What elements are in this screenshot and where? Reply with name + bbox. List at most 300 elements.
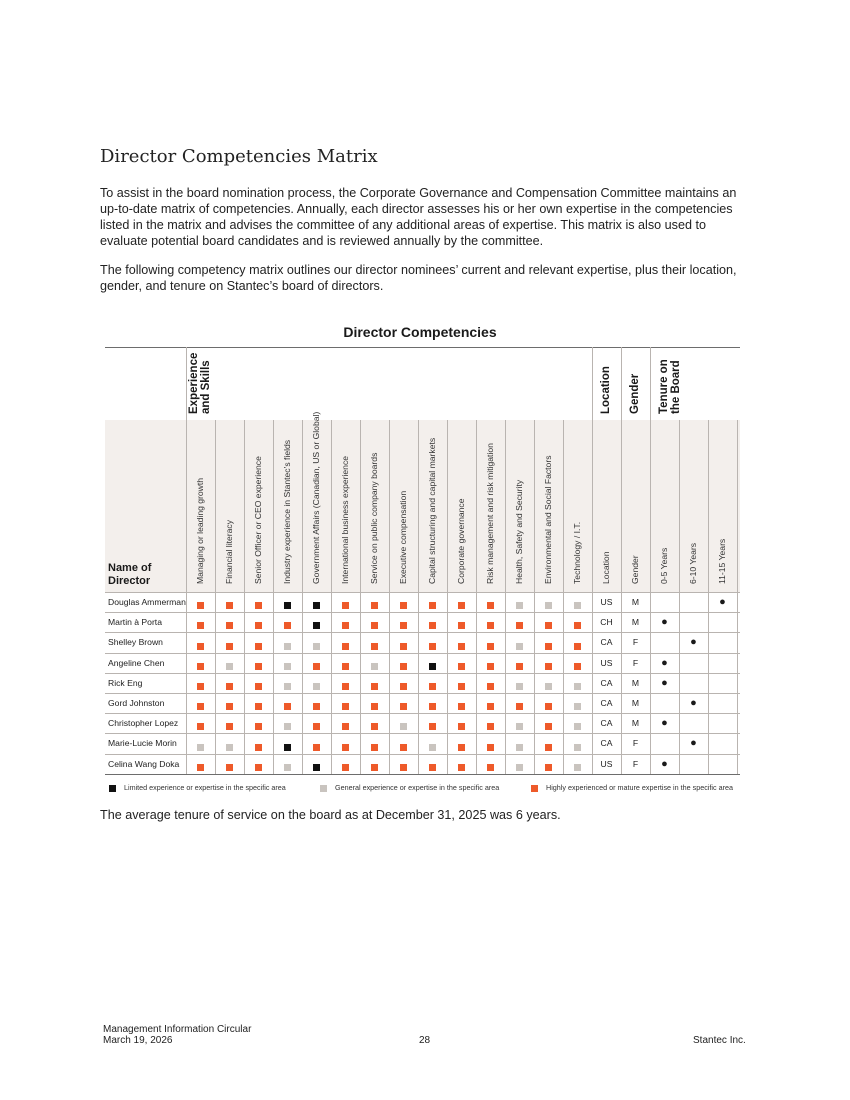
tenure-column-header: 6-10 Years (688, 542, 698, 584)
competency-level-marker (342, 703, 349, 710)
competency-level-marker (371, 602, 378, 609)
competency-level-cell (447, 617, 476, 635)
competency-header: Service on public company boards (369, 452, 379, 584)
tenure-marker: ● (661, 717, 668, 730)
matrix-top-rule (105, 347, 740, 348)
competency-level-marker (458, 663, 465, 670)
competency-level-cell (244, 718, 273, 736)
legend-item (109, 783, 286, 792)
competency-level-cell (389, 759, 418, 777)
competency-level-marker (197, 643, 204, 650)
competency-header: Technology / I.T. (572, 521, 582, 584)
competency-level-marker (487, 744, 494, 751)
competency-level-cell (447, 597, 476, 615)
competency-level-marker (226, 622, 233, 629)
competency-level-cell (186, 738, 215, 756)
competency-level-marker (545, 683, 552, 690)
competency-level-cell (447, 678, 476, 696)
legend-swatch (320, 785, 327, 792)
competency-level-cell (418, 678, 447, 696)
competency-level-marker (429, 764, 436, 771)
competency-level-marker (545, 622, 552, 629)
footer-left (103, 1024, 251, 1046)
competency-level-cell (505, 759, 534, 777)
competency-level-cell (534, 698, 563, 716)
tenure-marker: ● (661, 616, 668, 629)
competency-level-cell (302, 738, 331, 756)
competency-level-cell (447, 718, 476, 736)
tenure-marker: ● (661, 757, 668, 770)
competency-level-cell (389, 658, 418, 676)
director-name: Douglas Ammerman (108, 597, 186, 607)
competency-level-marker (226, 602, 233, 609)
competency-level-cell (418, 617, 447, 635)
legend-swatch (109, 785, 116, 792)
competency-level-cell (447, 658, 476, 676)
competency-level-marker (516, 723, 523, 730)
competency-level-cell (244, 759, 273, 777)
competency-level-marker (400, 683, 407, 690)
competency-level-marker (313, 622, 320, 629)
competency-level-marker (516, 643, 523, 650)
director-gender: F (632, 637, 639, 648)
competency-level-marker (197, 703, 204, 710)
experience-group-header (188, 353, 212, 414)
competency-level-cell (331, 718, 360, 736)
competency-level-cell (331, 617, 360, 635)
tenure-marker: ● (661, 656, 668, 669)
competency-level-marker (574, 764, 581, 771)
competency-level-marker (284, 663, 291, 670)
tenure-marker: ● (690, 636, 697, 649)
director-gender: M (631, 718, 640, 729)
director-name: Christopher Lopez (108, 718, 179, 729)
competency-level-cell (389, 718, 418, 736)
competency-level-marker (400, 643, 407, 650)
competency-level-marker (487, 764, 494, 771)
director-location: CA (600, 738, 613, 749)
competency-level-cell (331, 698, 360, 716)
competency-level-cell (505, 637, 534, 655)
legend-swatch (531, 785, 538, 792)
competency-level-marker (429, 723, 436, 730)
gender-column-header: Gender (630, 555, 640, 584)
competency-header: Capital structuring and capital markets (427, 437, 437, 584)
competency-level-marker (429, 622, 436, 629)
competency-header: Environmental and Social Factors (543, 455, 553, 584)
competency-level-marker (313, 602, 320, 609)
competency-level-marker (574, 663, 581, 670)
competency-level-cell (186, 698, 215, 716)
competency-level-cell (360, 698, 389, 716)
competency-level-marker (226, 723, 233, 730)
competency-level-marker (255, 602, 262, 609)
competency-level-cell (302, 698, 331, 716)
gender-group-label: Gender (629, 373, 641, 414)
competency-level-cell (476, 658, 505, 676)
competency-level-cell (360, 658, 389, 676)
competency-level-cell (244, 678, 273, 696)
competency-level-cell (447, 759, 476, 777)
competency-level-cell (331, 678, 360, 696)
director-location: CA (600, 718, 613, 729)
competency-level-marker (429, 744, 436, 751)
competency-level-marker (487, 663, 494, 670)
competency-level-cell (215, 718, 244, 736)
competency-level-cell (563, 678, 592, 696)
competency-level-marker (255, 744, 262, 751)
competency-level-marker (400, 622, 407, 629)
competency-level-cell (215, 738, 244, 756)
competency-level-cell (505, 738, 534, 756)
competency-level-cell (418, 637, 447, 655)
competency-level-cell (186, 637, 215, 655)
competency-level-cell (215, 658, 244, 676)
competency-level-marker (545, 744, 552, 751)
competency-level-marker (197, 764, 204, 771)
competency-level-cell (447, 738, 476, 756)
competency-header: Corporate governance (456, 498, 466, 584)
competency-level-cell (447, 637, 476, 655)
competency-level-marker (429, 683, 436, 690)
competency-level-marker (226, 764, 233, 771)
competency-level-cell (215, 597, 244, 615)
competency-level-marker (342, 663, 349, 670)
competency-level-cell (186, 759, 215, 777)
competency-level-marker (429, 703, 436, 710)
competency-level-marker (197, 622, 204, 629)
competency-level-cell (389, 637, 418, 655)
competency-level-cell (534, 597, 563, 615)
competency-level-cell (331, 637, 360, 655)
competency-level-cell (273, 698, 302, 716)
competency-level-marker (342, 602, 349, 609)
director-location: CA (600, 637, 613, 648)
competency-level-cell (563, 658, 592, 676)
competency-level-marker (516, 663, 523, 670)
competency-level-marker (487, 602, 494, 609)
competency-level-cell (505, 678, 534, 696)
column-divider (592, 347, 593, 774)
competency-level-cell (534, 617, 563, 635)
page-title: Director Competencies Matrix (100, 146, 378, 167)
competency-level-marker (313, 723, 320, 730)
competency-header: Managing or leading growth (195, 477, 205, 584)
tenure-group-line-2: the Board (670, 360, 682, 414)
director-gender: F (632, 738, 639, 749)
competency-level-marker (255, 683, 262, 690)
director-name: Marie-Lucie Morin (108, 738, 177, 749)
competency-level-cell (505, 698, 534, 716)
column-divider (650, 347, 651, 774)
competency-level-marker (400, 602, 407, 609)
competency-level-cell (447, 698, 476, 716)
competency-level-marker (371, 764, 378, 771)
matrix-description-paragraph: The following competency matrix outlines our director nominees’ current and relevant expertise, plus their location, gender, and tenure on Stantec’s board of directors. (100, 263, 737, 293)
competency-level-marker (255, 663, 262, 670)
experience-group-line-2: and Skills (200, 360, 212, 414)
competency-level-cell (331, 738, 360, 756)
competency-level-marker (284, 764, 291, 771)
competency-level-marker (487, 723, 494, 730)
competency-level-marker (516, 744, 523, 751)
competency-header: Executive compensation (398, 490, 408, 584)
tenure-marker: ● (690, 737, 697, 750)
competency-level-marker (458, 622, 465, 629)
competency-level-marker (400, 663, 407, 670)
competency-level-cell (302, 617, 331, 635)
competency-level-marker (545, 723, 552, 730)
competency-level-marker (371, 723, 378, 730)
column-divider (621, 347, 622, 774)
competency-level-marker (458, 723, 465, 730)
column-divider (679, 420, 680, 774)
competency-level-marker (487, 683, 494, 690)
competency-level-cell (505, 718, 534, 736)
legend-label: General experience or expertise in the specific area (335, 783, 500, 792)
footer-date: March 19, 2026 (103, 1035, 173, 1046)
competency-level-marker (429, 643, 436, 650)
name-header-line-2: Director (108, 575, 151, 587)
competency-level-marker (255, 723, 262, 730)
competency-level-marker (400, 723, 407, 730)
competency-level-cell (505, 597, 534, 615)
competency-level-marker (458, 744, 465, 751)
competency-level-marker (545, 764, 552, 771)
average-tenure-note: The average tenure of service on the board as at December 31, 2025 was 6 years. (100, 808, 561, 822)
competency-level-cell (563, 759, 592, 777)
location-group-header (600, 366, 612, 414)
competency-level-cell (302, 597, 331, 615)
competency-level-marker (284, 744, 291, 751)
competency-level-cell (418, 597, 447, 615)
competency-level-cell (360, 718, 389, 736)
competency-level-marker (458, 683, 465, 690)
competency-level-cell (360, 617, 389, 635)
competency-level-cell (534, 738, 563, 756)
row-divider (105, 592, 740, 593)
director-location: US (600, 758, 613, 769)
competency-level-cell (186, 617, 215, 635)
competency-level-marker (400, 744, 407, 751)
competency-level-marker (574, 703, 581, 710)
competency-level-marker (255, 622, 262, 629)
director-gender: M (631, 617, 640, 628)
competency-level-cell (389, 678, 418, 696)
competency-level-marker (545, 703, 552, 710)
director-gender: M (631, 597, 640, 607)
experience-group-line-1: Experience (188, 352, 200, 414)
competency-level-marker (371, 744, 378, 751)
competency-level-marker (487, 643, 494, 650)
competency-level-marker (545, 663, 552, 670)
competency-level-cell (244, 658, 273, 676)
location-column-header: Location (601, 551, 611, 584)
competency-level-cell (563, 597, 592, 615)
competency-level-cell (534, 637, 563, 655)
tenure-marker: ● (690, 697, 697, 709)
competency-level-marker (516, 622, 523, 629)
legend-label: Highly experienced or mature expertise in the specific area (546, 783, 733, 792)
competency-level-marker (371, 703, 378, 710)
competency-level-marker (197, 602, 204, 609)
competency-level-cell (476, 759, 505, 777)
competency-level-marker (574, 723, 581, 730)
competency-level-marker (545, 602, 552, 609)
competency-level-marker (574, 602, 581, 609)
competency-level-marker (313, 663, 320, 670)
competency-header: Health, Safety and Security (514, 479, 524, 584)
competency-level-cell (360, 738, 389, 756)
competency-level-cell (244, 597, 273, 615)
director-name: Gord Johnston (108, 698, 165, 708)
competency-level-marker (574, 683, 581, 690)
director-gender: M (631, 677, 640, 688)
competency-header: International business experience (340, 455, 350, 584)
competency-level-marker (342, 744, 349, 751)
competency-level-cell (244, 698, 273, 716)
competency-level-cell (563, 718, 592, 736)
competency-level-marker (255, 764, 262, 771)
competency-level-marker (371, 663, 378, 670)
competency-level-marker (516, 683, 523, 690)
competency-level-marker (313, 643, 320, 650)
tenure-column-header: 0-5 Years (659, 547, 669, 584)
competency-level-cell (273, 637, 302, 655)
tenure-group-line-1: Tenure on (658, 359, 670, 414)
competency-header: Government Affairs (Canadian, US or Global) (311, 411, 321, 584)
competency-level-cell (476, 597, 505, 615)
competency-level-cell (418, 658, 447, 676)
competency-level-cell (563, 637, 592, 655)
competency-level-marker (516, 764, 523, 771)
competency-level-cell (273, 658, 302, 676)
competency-level-cell (389, 698, 418, 716)
competency-level-marker (197, 663, 204, 670)
competency-level-marker (342, 723, 349, 730)
competency-level-cell (186, 718, 215, 736)
competency-level-cell (418, 698, 447, 716)
competency-level-cell (215, 678, 244, 696)
competency-level-marker (313, 764, 320, 771)
competency-level-marker (255, 643, 262, 650)
competency-level-cell (418, 759, 447, 777)
competency-level-cell (186, 658, 215, 676)
director-name: Celina Wang Doka (108, 758, 180, 769)
tenure-column-header: 11-15 Years (717, 538, 727, 584)
competency-level-cell (302, 759, 331, 777)
competency-level-cell (215, 617, 244, 635)
competency-level-marker (226, 663, 233, 670)
competency-level-cell (534, 678, 563, 696)
competency-level-cell (476, 718, 505, 736)
competency-level-cell (534, 759, 563, 777)
director-name: Shelley Brown (108, 637, 163, 648)
competency-level-cell (273, 617, 302, 635)
competency-level-marker (458, 643, 465, 650)
competency-level-marker (574, 744, 581, 751)
gender-group-header (629, 374, 641, 414)
competency-level-cell (302, 637, 331, 655)
competency-level-cell (563, 617, 592, 635)
competency-level-cell (215, 637, 244, 655)
competency-level-marker (342, 622, 349, 629)
competency-level-cell (273, 759, 302, 777)
competency-level-cell (534, 658, 563, 676)
competency-level-marker (342, 764, 349, 771)
director-gender: M (631, 698, 640, 708)
competency-level-cell (476, 678, 505, 696)
competency-level-cell (273, 597, 302, 615)
competency-level-marker (400, 764, 407, 771)
director-name: Angeline Chen (108, 657, 165, 668)
director-location: US (600, 597, 613, 607)
footer-page-number: 28 (419, 1035, 431, 1046)
competency-level-marker (284, 643, 291, 650)
competency-header: Senior Officer or CEO experience (253, 456, 263, 584)
director-gender: F (632, 657, 639, 668)
competency-level-marker (429, 602, 436, 609)
competency-level-cell (505, 617, 534, 635)
competency-level-marker (487, 622, 494, 629)
competency-level-cell (215, 759, 244, 777)
competency-level-marker (429, 663, 436, 670)
competency-header: Industry experience in Stantec’s fields (282, 439, 292, 584)
competency-level-marker (574, 622, 581, 629)
competency-level-marker (197, 723, 204, 730)
competency-level-cell (418, 718, 447, 736)
competency-level-marker (342, 643, 349, 650)
competency-level-cell (476, 637, 505, 655)
competency-level-marker (255, 703, 262, 710)
competency-level-marker (516, 703, 523, 710)
competency-level-cell (302, 658, 331, 676)
competency-level-cell (360, 597, 389, 615)
competency-level-cell (273, 678, 302, 696)
competency-level-cell (476, 738, 505, 756)
competency-level-cell (476, 698, 505, 716)
footer-document-title: Management Information Circular (103, 1024, 252, 1035)
legend-item (531, 783, 733, 792)
competency-level-marker (197, 744, 204, 751)
competency-level-cell (534, 718, 563, 736)
competency-level-marker (458, 703, 465, 710)
director-location: CA (600, 698, 613, 708)
director-gender: F (632, 758, 639, 769)
competency-level-cell (215, 698, 244, 716)
competency-level-marker (400, 703, 407, 710)
competency-header: Risk management and risk mitigation (485, 443, 495, 584)
director-name: Martin à Porta (108, 617, 162, 628)
competency-level-cell (244, 738, 273, 756)
competency-level-marker (545, 643, 552, 650)
competency-level-cell (302, 678, 331, 696)
competency-level-marker (313, 683, 320, 690)
competency-level-marker (371, 643, 378, 650)
competency-level-marker (371, 622, 378, 629)
competency-level-cell (360, 637, 389, 655)
name-header-line-1: Name of (108, 562, 152, 574)
tenure-group-header (658, 359, 682, 414)
legend-item (320, 783, 499, 792)
competency-level-cell (389, 617, 418, 635)
competency-header: Financial literacy (224, 520, 234, 584)
tenure-marker: ● (661, 676, 668, 689)
competency-level-marker (197, 683, 204, 690)
competency-level-cell (389, 738, 418, 756)
competency-level-cell (302, 718, 331, 736)
competency-level-cell (244, 637, 273, 655)
